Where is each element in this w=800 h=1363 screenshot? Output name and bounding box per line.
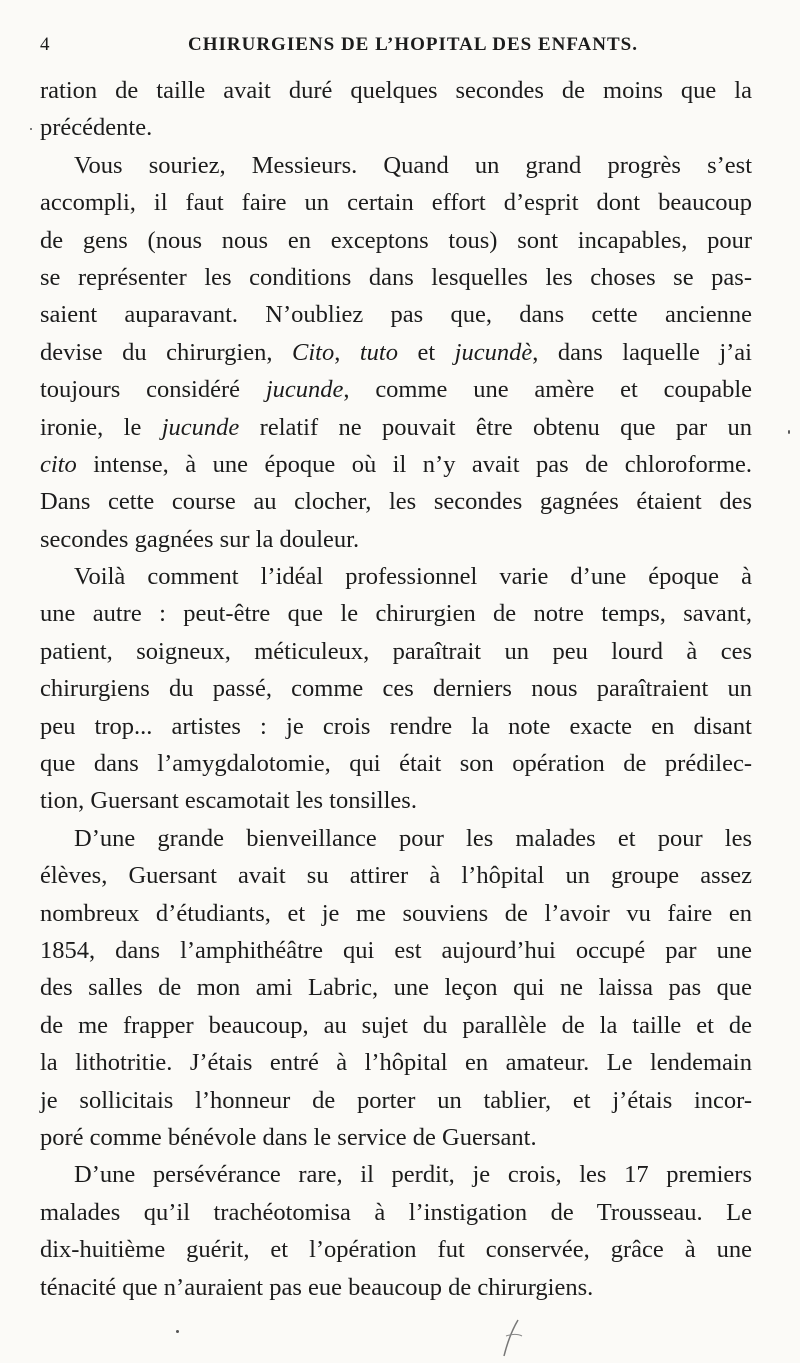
text-line: malades qu’il trachéotomisa à l’instigation de Trousseau. Le — [40, 1198, 752, 1226]
text-line: accompli, il faut faire un certain effort d’esprit dont beaucoup — [40, 189, 752, 217]
text-run: toujours considéré — [40, 376, 266, 404]
text-line: ration de taille avait duré quelques secondes de moins que la — [40, 77, 752, 104]
text-line: peu trop... artistes : je crois rendre la note exacte en disant — [40, 712, 752, 740]
text-line: la lithotritie. J’étais entré à l’hôpital en amateur. Le lendemain — [40, 1049, 752, 1077]
text-run: intense, à une époque où il n’y avait pas de chloroforme. — [76, 450, 752, 478]
text-run: , dans laquelle j’ai — [532, 338, 752, 366]
ink-speck — [176, 1330, 179, 1333]
text-run: relatif ne pouvait être obtenu que par un — [239, 413, 752, 441]
text-line: de gens (nous nous en exceptons tous) sont incapables, pour — [40, 226, 752, 254]
ink-speck — [788, 430, 790, 434]
text-line: ténacité que n’auraient pas eue beaucoup de chirurgiens. — [40, 1273, 594, 1301]
body-text — [40, 72, 752, 1306]
text-line: poré comme bénévole dans le service de Guersant. — [40, 1123, 537, 1151]
text-line: 1854, dans l’amphithéâtre qui est aujourd’hui occupé par une — [40, 936, 752, 964]
pen-mark — [496, 1318, 526, 1358]
italic-run: cito — [40, 450, 77, 478]
text-line: dix-huitième guérit, et l’opération fut conservée, grâce à une — [40, 1236, 752, 1264]
text-line: je sollicitais l’honneur de porter un tablier, et j’étais incor- — [40, 1086, 752, 1114]
text-line: chirurgiens du passé, comme ces derniers nous paraîtraient un — [40, 675, 752, 703]
italic-run: Cito — [291, 338, 335, 366]
text-run: devise du chirurgien, — [40, 338, 292, 366]
text-run: , comme une amère et coupable — [343, 376, 752, 404]
text-line — [40, 334, 752, 371]
ink-speck — [30, 128, 32, 130]
page-header — [40, 34, 752, 60]
text-line: élèves, Guersant avait su attirer à l’hôpital un groupe assez — [40, 862, 752, 890]
text-line: Vous souriez, Messieurs. Quand un grand progrès s’est — [74, 151, 752, 179]
text-line: que dans l’amygdalotomie, qui était son opération de prédilec- — [40, 750, 752, 778]
page-number: 4 — [40, 34, 50, 55]
text-line: Voilà comment l’idéal professionnel varie d’une époque à — [74, 563, 752, 591]
text-line — [40, 409, 752, 446]
text-run: , — [334, 338, 360, 366]
text-line: saient auparavant. N’oubliez pas que, dans cette ancienne — [40, 301, 752, 329]
text-line: de me frapper beaucoup, au sujet du parallèle de la taille et de — [40, 1011, 752, 1039]
text-line: Dans cette course au clocher, les secondes gagnées étaient des — [40, 488, 752, 516]
italic-run: jucunde — [161, 413, 240, 441]
text-line: tion, Guersant escamotait les tonsilles. — [40, 787, 417, 815]
text-line: nombreux d’étudiants, et je me souviens de l’avoir vu faire en — [40, 899, 752, 927]
text-line: D’une grande bienveillance pour les malades et pour les — [74, 824, 752, 852]
text-run: et — [397, 338, 455, 366]
text-run: ironie, le — [40, 413, 162, 441]
text-line: précédente. — [40, 114, 153, 142]
text-line: des salles de mon ami Labric, une leçon qui ne laissa pas que — [40, 974, 752, 1002]
text-line: se représenter les conditions dans lesquelles les choses se pas- — [40, 263, 752, 291]
running-head: CHIRURGIENS DE L’HOPITAL DES ENFANTS. — [188, 34, 638, 55]
text-line: D’une persévérance rare, il perdit, je crois, les 17 premiers — [74, 1161, 752, 1189]
italic-run: jucundè — [454, 338, 533, 366]
text-line — [40, 371, 752, 408]
text-line: secondes gagnées sur la douleur. — [40, 525, 360, 553]
text-line — [40, 446, 752, 483]
text-line: une autre : peut-être que le chirurgien de notre temps, savant, — [40, 600, 752, 628]
italic-run: tuto — [359, 338, 398, 366]
italic-run: jucunde — [265, 376, 344, 404]
text-line: patient, soigneux, méticuleux, paraîtrait un peu lourd à ces — [40, 637, 752, 665]
